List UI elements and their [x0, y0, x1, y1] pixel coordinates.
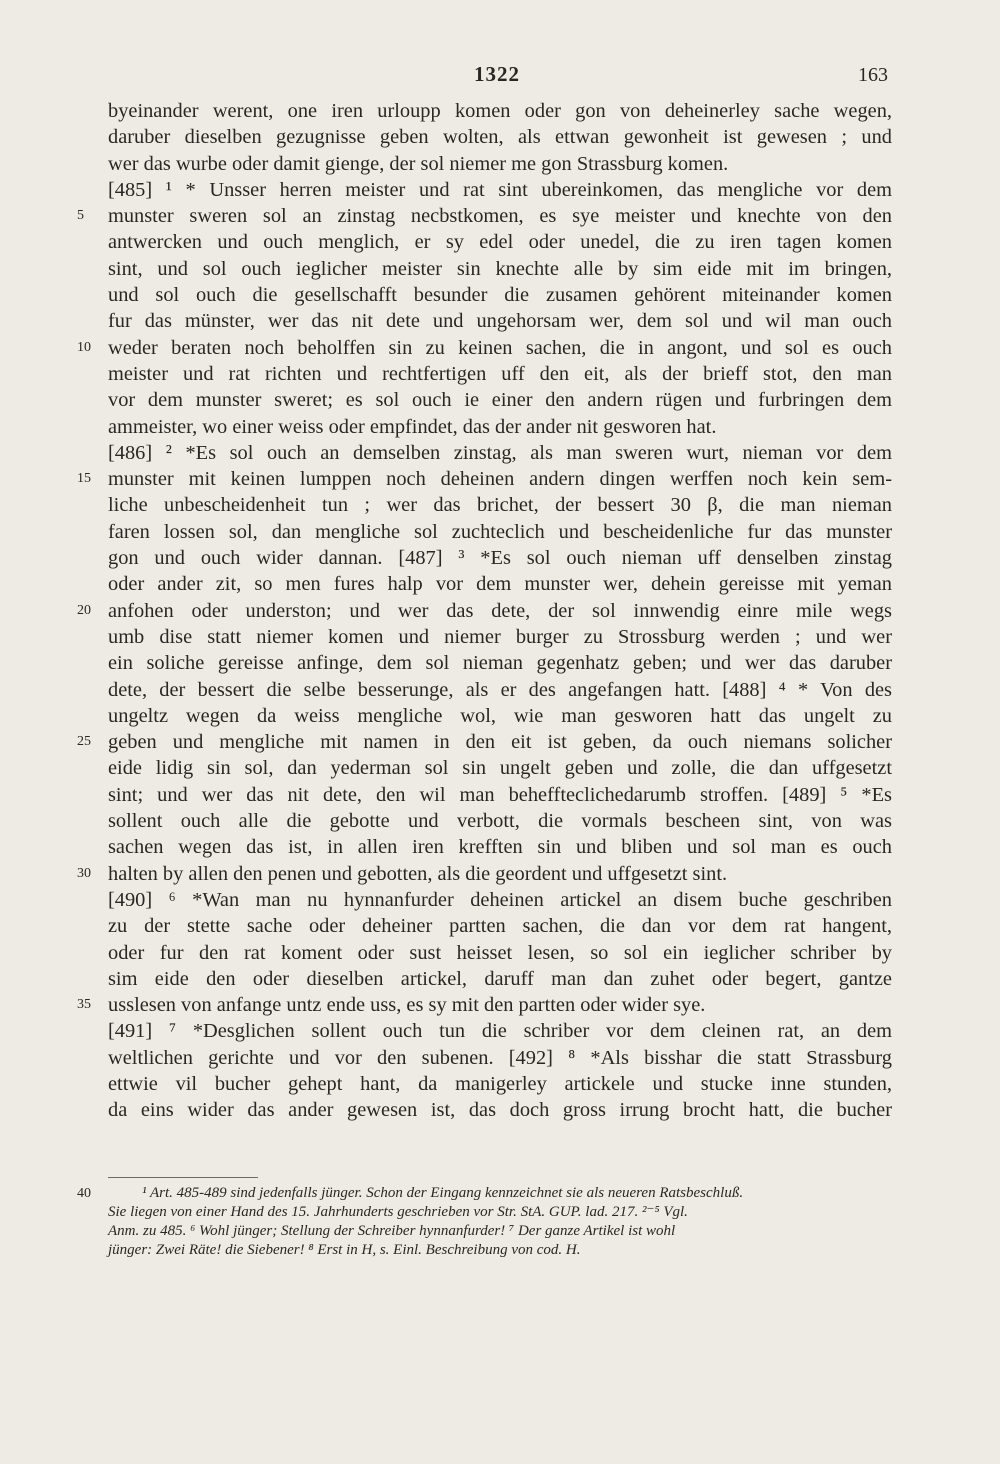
- page-number: 163: [858, 64, 888, 86]
- text-line-content: [485] ¹ * Unsser herren meister und rat sint ubereinkomen, das mengliche vor dem: [108, 178, 892, 201]
- text-line: [108, 98, 892, 124]
- footnotes: [77, 1184, 892, 1260]
- text-line: [108, 808, 892, 834]
- text-line: [108, 282, 892, 308]
- text-line: [108, 940, 892, 966]
- text-line: [77, 729, 892, 755]
- text-line-content: gon und ouch wider dannan. [487] ³ *Es sol ouch nieman uff denselben zinstag: [108, 547, 892, 570]
- text-line-content: ungeltz wegen da weiss mengliche wol, wie man gesworen hatt das ungelt zu: [108, 704, 892, 727]
- text-line: [108, 440, 892, 466]
- text-line-content: antwercken und ouch menglich, er sy edel oder unedel, die zu iren tagen komen: [108, 231, 892, 254]
- text-line: [108, 229, 892, 255]
- text-line-content: [491] ⁷ *Desglichen sollent ouch tun die schriber vor dem cleinen rat, an dem: [108, 1020, 892, 1043]
- text-line-content: geben und mengliche mit namen in den eit ist geben, da ouch niemans solicher: [108, 731, 892, 754]
- text-line-content: munster sweren sol an zinstag necbstkomen, es sye meister und knechte von den: [108, 205, 892, 228]
- text-line: [108, 124, 892, 150]
- line-number: 15: [77, 471, 91, 487]
- main-text: [77, 98, 892, 1124]
- text-line: [108, 151, 892, 177]
- text-line: [108, 492, 892, 518]
- line-number: 5: [77, 208, 84, 224]
- text-line-content: sim eide den oder dieselben artickel, daruff man dan zuhet oder begert, gantze: [108, 967, 892, 990]
- text-line-content: sachen wegen das ist, in allen iren krefften sin und bliben und sol man es ouch: [108, 836, 892, 859]
- text-line-content: weltlichen gerichte und vor den subenen. [492] ⁸ *Als bisshar die statt Strassburg: [108, 1046, 892, 1069]
- text-line: [108, 545, 892, 571]
- text-line-content: zu der stette sache oder deheiner partten sachen, die dan vor dem rat hangent,: [108, 915, 892, 938]
- text-line: [77, 992, 892, 1018]
- text-line-content: daruber dieselben gezugnisse geben wolten, als ettwan gewonheit ist gewesen ; und: [108, 126, 892, 149]
- text-line: [77, 203, 892, 229]
- text-line: [108, 677, 892, 703]
- text-line: [108, 414, 892, 440]
- text-line-content: da eins wider das ander gewesen ist, das doch gross irrung brocht hatt, die bucher: [108, 1099, 892, 1122]
- page-year: 1322: [474, 62, 520, 86]
- text-line: [77, 598, 892, 624]
- footnote-divider: [108, 1177, 258, 1178]
- text-line: [108, 913, 892, 939]
- page-header: [108, 62, 886, 92]
- text-line: [108, 361, 892, 387]
- text-line-content: ein soliche gereisse anfinge, dem sol nieman gegenhatz geben; und wer das daruber: [108, 652, 892, 675]
- text-line: [108, 519, 892, 545]
- text-line: [108, 387, 892, 413]
- footnote-text: Anm. zu 485. ⁶ Wohl jünger; Stellung der Schreiber hynnanfurder! ⁷ Der ganze Artikel ist wohl: [108, 1223, 676, 1239]
- text-line: [77, 466, 892, 492]
- line-number: 10: [77, 339, 91, 355]
- line-number: 35: [77, 997, 91, 1013]
- text-line-content: sollent ouch alle die gebotte und verbott, die vormals bescheen sint, von was: [108, 810, 892, 833]
- footnote-line: [108, 1241, 892, 1260]
- text-line-content: liche unbescheidenheit tun ; wer das brichet, der bessert 30 β, die man nieman: [108, 494, 892, 517]
- text-line-content: [486] ² *Es sol ouch an demselben zinstag, als man sweren wurt, nieman vor dem: [108, 441, 892, 464]
- text-line-content: ammeister, wo einer weiss oder empfindet, das der ander nit gesworen hat.: [108, 415, 717, 438]
- line-number: 25: [77, 734, 91, 750]
- footnote-line: [77, 1184, 892, 1203]
- text-line: [108, 1018, 892, 1044]
- text-line: [108, 624, 892, 650]
- text-line-content: fur das münster, wer das nit dete und ungehorsam wer, dem sol und wil man ouch: [108, 310, 892, 333]
- footnote-line: [108, 1222, 892, 1241]
- text-line-content: umb dise statt niemer komen und niemer burger zu Strossburg werden ; und wer: [108, 625, 892, 648]
- text-line: [108, 571, 892, 597]
- text-line-content: halten by allen den penen und gebotten, als die geordent und uffgesetzt sint.: [108, 862, 728, 885]
- text-line-content: anfohen oder underston; und wer das dete, der sol innwendig einre mile wegs: [108, 599, 892, 622]
- text-line: [108, 650, 892, 676]
- footnote-text: ¹ Art. 485-489 sind jedenfalls jünger. Schon der Eingang kennzeichnet sie als neueren Ratsbeschluß.: [142, 1185, 744, 1201]
- text-line-content: munster mit keinen lumppen noch deheinen andern dingen werffen noch kein sem-: [108, 468, 892, 491]
- text-line-content: oder fur den rat koment oder sust heisset lesen, so sol ein ieglicher schriber by: [108, 941, 892, 964]
- footnote-line: [108, 1203, 892, 1222]
- footnote-text: Sie liegen von einer Hand des 15. Jahrhunderts geschrieben vor Str. StA. GUP. lad. 217. ²⁻⁵ Vgl.: [108, 1204, 688, 1220]
- text-line: [108, 782, 892, 808]
- text-line: [108, 1045, 892, 1071]
- text-line: [108, 966, 892, 992]
- line-number: 20: [77, 602, 91, 618]
- text-line-content: und sol ouch die gesellschafft besunder die zusamen gehörent miteinander komen: [108, 284, 892, 307]
- text-line: [108, 703, 892, 729]
- text-line-content: ettwie vil bucher gehept hant, da manigerley artickele und stucke inne stunden,: [108, 1072, 892, 1095]
- text-line-content: dete, der bessert die selbe besserunge, als er des angefangen hatt. [488] ⁴ * Von des: [108, 678, 892, 701]
- text-line-content: eide lidig sin sol, dan yederman sol sin ungelt geben und zolle, die dan uffgesetzt: [108, 757, 892, 780]
- text-line-content: vor dem munster sweret; es sol ouch ie einer den andern rügen und furbringen dem: [108, 389, 892, 412]
- text-line: [108, 1071, 892, 1097]
- text-line-content: sint, und sol ouch ieglicher meister sin knechte alle by sim eide mit im bringen,: [108, 257, 892, 280]
- text-line: [108, 887, 892, 913]
- text-line: [77, 335, 892, 361]
- text-line-content: usslesen von anfange untz ende uss, es sy mit den partten oder wider sye.: [108, 994, 706, 1017]
- text-line: [108, 308, 892, 334]
- footnote-text: jünger: Zwei Räte! die Siebener! ⁸ Erst in H, s. Einl. Beschreibung von cod. H.: [108, 1242, 581, 1258]
- text-line-content: weder beraten noch beholffen sin zu keinen sachen, die in angont, und sol es ouch: [108, 336, 892, 359]
- line-number: 30: [77, 865, 91, 881]
- line-number: 40: [77, 1186, 91, 1201]
- text-line: [108, 755, 892, 781]
- text-line: [77, 861, 892, 887]
- text-line: [108, 1097, 892, 1123]
- text-line: [108, 256, 892, 282]
- text-line-content: oder ander zit, so men fures halp vor dem munster wer, dehein gereisse mit yeman: [108, 573, 892, 596]
- text-line-content: byeinander werent, one iren urloupp komen oder gon von deheinerley sache wegen,: [108, 100, 892, 122]
- text-line-content: wer das wurbe oder damit gienge, der sol niemer me gon Strassburg komen.: [108, 152, 729, 175]
- text-line-content: [490] ⁶ *Wan man nu hynnanfurder deheinen artickel an disem buche geschriben: [108, 888, 892, 911]
- text-line: [108, 834, 892, 860]
- text-line-content: sint; und wer das nit dete, den wil man beheffteclichedarumb stroffen. [489] ⁵ *Es: [108, 783, 892, 806]
- text-line: [108, 177, 892, 203]
- text-line-content: faren lossen sol, dan mengliche sol zuchteclich und bescheidenliche fur das munster: [108, 520, 892, 543]
- text-line-content: meister und rat richten und rechtfertigen uff den eit, als der brieff stot, den man: [108, 362, 892, 385]
